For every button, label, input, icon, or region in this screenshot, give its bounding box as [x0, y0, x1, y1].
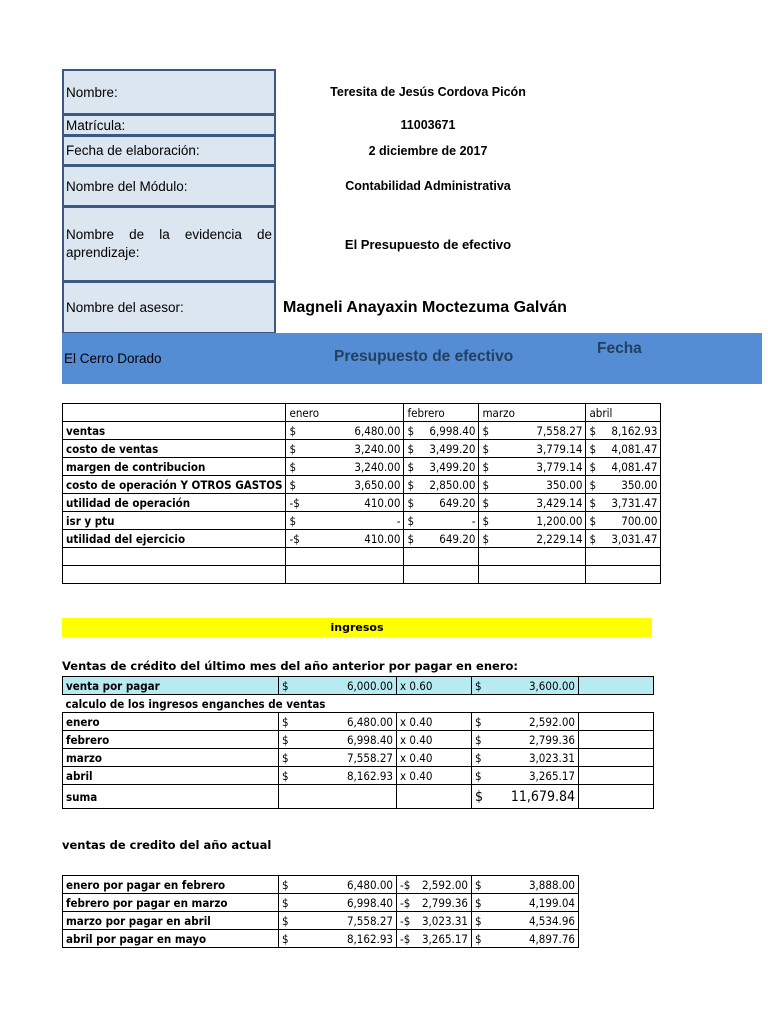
budget-row [63, 494, 661, 512]
amount: 7,558.27 [346, 750, 393, 765]
money-cell [279, 767, 397, 785]
money-cell [279, 731, 397, 749]
header-cell: febrero [404, 404, 479, 422]
amount: 3,650.00 [354, 477, 401, 492]
money-cell [586, 512, 661, 530]
money-cell [286, 512, 404, 530]
amount: 410.00 [364, 495, 401, 510]
amount: 649.20 [439, 495, 476, 510]
result-cell [472, 677, 579, 695]
amount: 3,023.31 [421, 913, 468, 928]
currency: $ [475, 750, 482, 765]
currency: $ [482, 477, 490, 492]
currency: $ [589, 441, 597, 456]
currency: $ [589, 495, 597, 510]
amount: 6,480.00 [354, 423, 401, 438]
money-cell [479, 458, 586, 476]
currency: $ [589, 459, 597, 474]
ingreso-row [63, 749, 654, 767]
currency: $ [475, 714, 482, 729]
money-cell [586, 440, 661, 458]
currency: -$ [400, 877, 411, 892]
company-name: El Cerro Dorado [64, 351, 162, 366]
currency: $ [407, 495, 415, 510]
amount: 6,480.00 [346, 877, 393, 892]
currency: $ [475, 913, 482, 928]
money-cell [397, 894, 472, 912]
money-cell [286, 458, 404, 476]
money-cell [404, 458, 479, 476]
amount-cell [279, 677, 397, 695]
ingreso-row [63, 731, 654, 749]
budget-header-row [63, 404, 661, 422]
money-cell [472, 749, 579, 767]
money-cell [279, 876, 397, 894]
currency: $ [282, 732, 289, 747]
budget-row [63, 476, 661, 494]
amount: 350.00 [546, 477, 583, 492]
currency: $ [282, 678, 289, 693]
currency: $ [407, 459, 415, 474]
empty-cell [579, 785, 654, 809]
money-cell [404, 512, 479, 530]
money-cell [286, 440, 404, 458]
currency: $ [289, 477, 297, 492]
money-cell [472, 731, 579, 749]
currency: $ [482, 513, 490, 528]
amount: 4,897.76 [528, 931, 575, 946]
ingresos-header: ingresos [62, 618, 652, 637]
row-label: utilidad de operación [63, 494, 286, 512]
ingresos-table [62, 676, 654, 809]
currency: $ [475, 895, 482, 910]
label-asesor [62, 281, 276, 334]
currency: $ [289, 423, 297, 438]
label-text: Matrícula: [66, 117, 126, 133]
money-cell [472, 713, 579, 731]
budget-row [63, 512, 661, 530]
empty-cell [579, 749, 654, 767]
credito-row [63, 894, 579, 912]
money-cell [404, 494, 479, 512]
header-cell: abril [586, 404, 661, 422]
amount: 649.20 [439, 531, 476, 546]
label-text: Nombre del Módulo: [66, 178, 188, 194]
amount: 3,031.47 [611, 531, 658, 546]
value-matricula: 11003671 [400, 118, 456, 132]
currency: -$ [400, 931, 411, 946]
money-cell [279, 713, 397, 731]
label-modulo [62, 165, 276, 207]
money-cell [479, 422, 586, 440]
amount: 2,799.36 [421, 895, 468, 910]
money-cell [586, 476, 661, 494]
empty-cell [279, 785, 397, 809]
amount: 8,162.93 [346, 768, 393, 783]
money-cell [472, 876, 579, 894]
amount: 3,779.14 [536, 441, 583, 456]
amount: 6,000.00 [346, 678, 393, 693]
money-cell [472, 912, 579, 930]
currency: $ [482, 459, 490, 474]
amount: 2,850.00 [429, 477, 476, 492]
amount: 3,888.00 [528, 877, 575, 892]
label-nombre [62, 69, 276, 115]
amount: 700.00 [621, 513, 658, 528]
ingreso-row [63, 767, 654, 785]
label-text: Nombre de la evidencia de aprendizaje: [66, 227, 272, 260]
amount: 3,499.20 [429, 441, 476, 456]
row-label: costo de operación Y OTROS GASTOS [63, 476, 286, 494]
currency: $ [289, 459, 297, 474]
currency: $ [589, 513, 597, 528]
currency: $ [407, 423, 415, 438]
amount: 11,679.84 [510, 788, 575, 805]
amount: 8,162.93 [346, 931, 393, 946]
amount: 2,592.00 [421, 877, 468, 892]
amount: 7,558.27 [536, 423, 583, 438]
amount: 2,799.36 [528, 732, 575, 747]
amount: 4,534.96 [528, 913, 575, 928]
budget-row [63, 440, 661, 458]
currency: $ [475, 788, 484, 805]
amount: 4,081.47 [611, 459, 658, 474]
amount: 3,265.17 [528, 768, 575, 783]
currency: $ [482, 441, 490, 456]
empty-cell [579, 713, 654, 731]
money-cell [404, 476, 479, 494]
currency: -$ [400, 895, 411, 910]
credito-row [63, 876, 579, 894]
currency: $ [475, 768, 482, 783]
currency: $ [475, 877, 482, 892]
currency: $ [407, 477, 415, 492]
amount: 6,480.00 [346, 714, 393, 729]
ingreso-row [63, 713, 654, 731]
empty-cell [579, 767, 654, 785]
amount: 350.00 [621, 477, 658, 492]
currency: $ [282, 714, 289, 729]
amount: 6,998.40 [429, 423, 476, 438]
empty-row [63, 548, 661, 566]
row-label: marzo [63, 749, 279, 767]
credito-table [62, 875, 579, 948]
empty-cell [397, 785, 472, 809]
factor-cell: x 0.60 [397, 677, 472, 695]
row-label: isr y ptu [63, 512, 286, 530]
budget-row [63, 458, 661, 476]
factor-cell: x 0.40 [397, 713, 472, 731]
value-nombre: Teresita de Jesús Cordova Picón [330, 85, 526, 99]
money-cell [586, 530, 661, 548]
credito-row [63, 912, 579, 930]
currency: $ [482, 531, 490, 546]
suma-row [63, 785, 654, 809]
label-text: Fecha de elaboración: [66, 143, 200, 158]
currency: $ [282, 750, 289, 765]
label-matricula [62, 114, 276, 136]
row-label: enero [63, 713, 279, 731]
factor-cell: x 0.40 [397, 767, 472, 785]
label-fecha [62, 135, 276, 166]
amount: - [471, 513, 476, 528]
money-cell [586, 422, 661, 440]
money-cell [279, 930, 397, 948]
money-cell [279, 912, 397, 930]
amount: 2,229.14 [536, 531, 583, 546]
row-label: febrero [63, 731, 279, 749]
money-cell [279, 749, 397, 767]
amount: 6,998.40 [346, 895, 393, 910]
value-modulo: Contabilidad Administrativa [345, 179, 511, 193]
venta-por-pagar-row [63, 677, 654, 695]
money-cell [479, 476, 586, 494]
row-label: febrero por pagar en marzo [63, 894, 279, 912]
row-label: abril por pagar en mayo [63, 930, 279, 948]
label-evidencia [62, 206, 276, 282]
currency: $ [407, 441, 415, 456]
row-label: costo de ventas [63, 440, 286, 458]
currency: $ [475, 678, 482, 693]
money-cell [479, 512, 586, 530]
currency: $ [289, 513, 297, 528]
currency: $ [282, 768, 289, 783]
credito-title: ventas de credito del año actual [62, 838, 272, 852]
money-cell [286, 530, 404, 548]
header-cell: enero [286, 404, 404, 422]
currency: $ [282, 895, 289, 910]
money-cell [397, 876, 472, 894]
amount: - [396, 513, 401, 528]
suma-result [472, 785, 579, 809]
report-banner [62, 333, 762, 384]
money-cell [472, 767, 579, 785]
row-label: suma [63, 785, 279, 809]
row-label: utilidad del ejercicio [63, 530, 286, 548]
amount: 3,265.17 [421, 931, 468, 946]
budget-table [62, 403, 661, 584]
empty-cell [579, 731, 654, 749]
currency: $ [282, 877, 289, 892]
amount: 3,731.47 [611, 495, 658, 510]
currency: -$ [400, 913, 411, 928]
money-cell [472, 894, 579, 912]
currency: -$ [289, 531, 300, 546]
factor-cell: x 0.40 [397, 731, 472, 749]
currency: $ [589, 531, 597, 546]
currency: $ [289, 441, 297, 456]
currency: $ [282, 931, 289, 946]
label-text: Nombre: [66, 84, 118, 100]
money-cell [586, 458, 661, 476]
amount: 3,429.14 [536, 495, 583, 510]
amount: 410.00 [364, 531, 401, 546]
value-fecha: 2 diciembre de 2017 [368, 143, 488, 158]
budget-row [63, 422, 661, 440]
money-cell [397, 930, 472, 948]
currency: $ [407, 513, 415, 528]
credito-row [63, 930, 579, 948]
currency: $ [589, 477, 597, 492]
report-title: Presupuesto de efectivo [334, 348, 514, 365]
currency: $ [482, 423, 490, 438]
money-cell [404, 440, 479, 458]
money-cell [279, 894, 397, 912]
row-label: marzo por pagar en abril [63, 912, 279, 930]
currency: $ [475, 931, 482, 946]
amount: 2,592.00 [528, 714, 575, 729]
row-label: venta por pagar [63, 677, 279, 695]
money-cell [586, 494, 661, 512]
money-cell [397, 912, 472, 930]
amount: 3,779.14 [536, 459, 583, 474]
header-cell: marzo [479, 404, 586, 422]
row-label: enero por pagar en febrero [63, 876, 279, 894]
amount: 8,162.93 [611, 423, 658, 438]
header-cell [63, 404, 286, 422]
money-cell [472, 930, 579, 948]
calc-title: calculo de los ingresos enganches de ventas [63, 695, 654, 713]
budget-row [63, 530, 661, 548]
calc-title-row [63, 695, 654, 713]
currency: $ [482, 495, 490, 510]
money-cell [479, 530, 586, 548]
currency: $ [282, 913, 289, 928]
currency: -$ [289, 495, 300, 510]
currency: $ [589, 423, 597, 438]
ingresos-note: Ventas de crédito del último mes del año anterior por pagar en enero: [62, 659, 519, 673]
amount: 4,081.47 [611, 441, 658, 456]
amount: 4,199.04 [528, 895, 575, 910]
money-cell [404, 530, 479, 548]
amount: 3,600.00 [528, 678, 575, 693]
amount: 3,240.00 [354, 459, 401, 474]
label-text: Nombre del asesor: [66, 300, 184, 315]
money-cell [479, 440, 586, 458]
amount: 3,240.00 [354, 441, 401, 456]
row-label: abril [63, 767, 279, 785]
amount: 6,998.40 [346, 732, 393, 747]
fecha-label: Fecha [597, 340, 642, 357]
money-cell [479, 494, 586, 512]
empty-cell [579, 677, 654, 695]
empty-row [63, 566, 661, 584]
money-cell [286, 422, 404, 440]
amount: 3,499.20 [429, 459, 476, 474]
money-cell [286, 476, 404, 494]
value-evidencia: El Presupuesto de efectivo [344, 236, 512, 252]
amount: 1,200.00 [536, 513, 583, 528]
currency: $ [475, 732, 482, 747]
factor-cell: x 0.40 [397, 749, 472, 767]
currency: $ [407, 531, 415, 546]
value-asesor: Magneli Anayaxin Moctezuma Galván [283, 298, 567, 316]
money-cell [404, 422, 479, 440]
row-label: ventas [63, 422, 286, 440]
amount: 7,558.27 [346, 913, 393, 928]
row-label: margen de contribucion [63, 458, 286, 476]
amount: 3,023.31 [528, 750, 575, 765]
money-cell [286, 494, 404, 512]
